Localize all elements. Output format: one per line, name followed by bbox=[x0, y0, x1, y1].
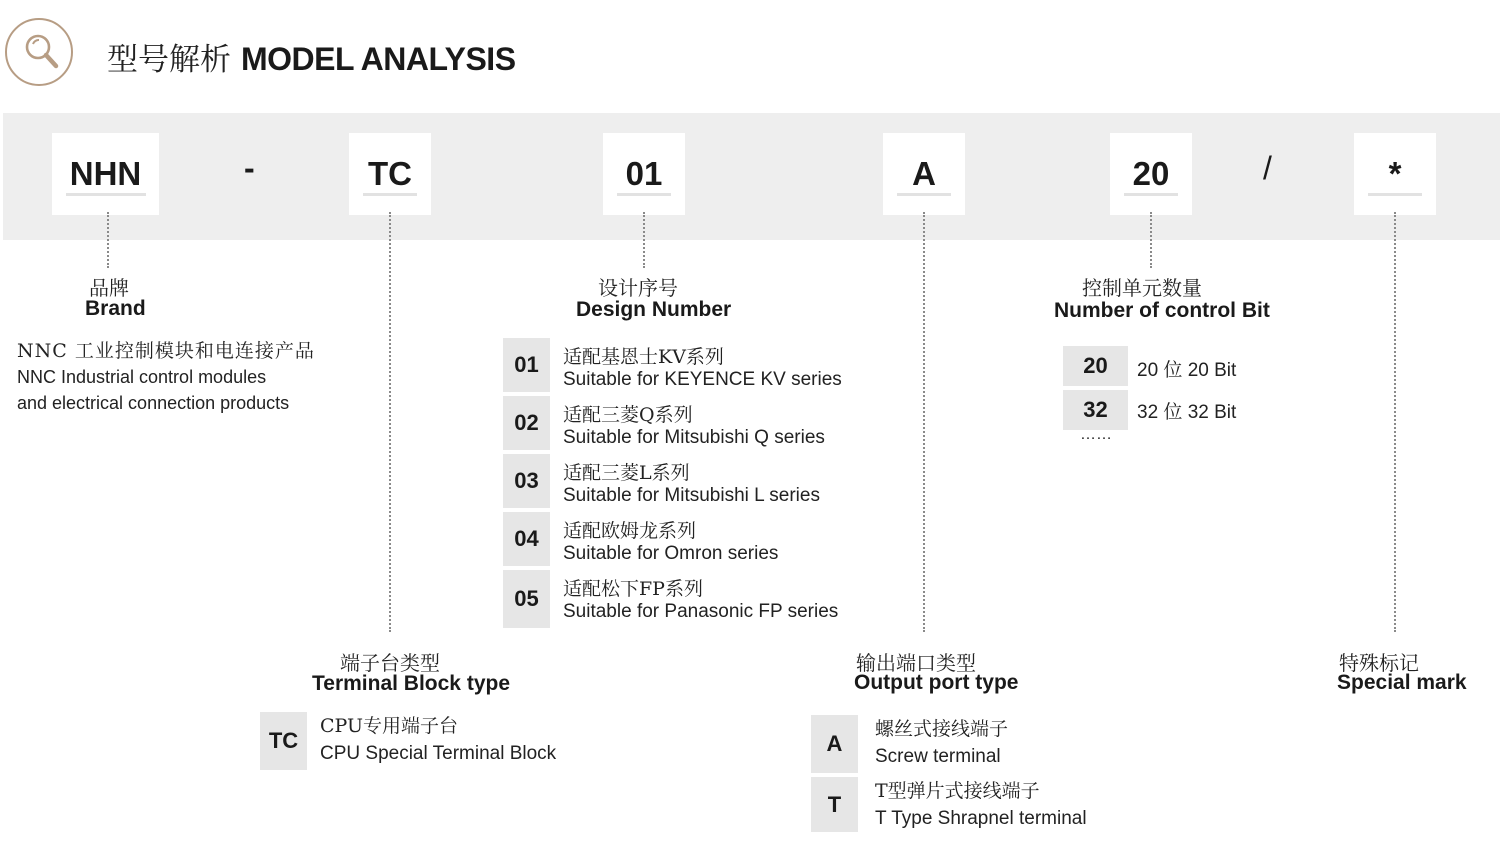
code-separator-dash: - bbox=[244, 150, 255, 186]
output-item-a-cn: 螺丝式接线端子 bbox=[875, 718, 1009, 740]
bits-more-ellipsis: …… bbox=[1080, 426, 1112, 443]
code-output-box bbox=[883, 133, 965, 215]
code-terminal: TC bbox=[368, 155, 412, 192]
design-item-05-cn: 适配松下FP系列 bbox=[563, 578, 703, 600]
magnifier-icon bbox=[7, 20, 71, 84]
design-item-05-en: Suitable for Panasonic FP series bbox=[563, 601, 839, 622]
design-item-02-cn: 适配三菱Q系列 bbox=[563, 404, 693, 426]
brand-connector bbox=[107, 212, 109, 268]
design-label-cn: 设计序号 bbox=[598, 276, 678, 300]
page-title-en: MODEL ANALYSIS bbox=[241, 41, 516, 77]
code-design: 01 bbox=[625, 155, 663, 192]
terminal-item-tc-cn: CPU专用端子台 bbox=[320, 715, 459, 737]
design-tag-01: 01 bbox=[503, 338, 550, 392]
design-tag-03: 03 bbox=[503, 454, 550, 508]
design-item-04-cn: 适配欧姆龙系列 bbox=[563, 520, 697, 542]
terminal-label-cn: 端子台类型 bbox=[340, 651, 440, 675]
bits-tag-20: 20 bbox=[1063, 346, 1128, 386]
design-tag-04: 04 bbox=[503, 512, 550, 566]
design-tag-05: 05 bbox=[503, 570, 550, 628]
terminal-item-tc bbox=[320, 712, 556, 768]
output-item-t-en: T Type Shrapnel terminal bbox=[875, 808, 1087, 829]
brand-label-cn: 品牌 bbox=[89, 276, 129, 300]
design-item-02-en: Suitable for Mitsubishi Q series bbox=[563, 427, 825, 448]
bits-label-cn: 控制单元数量 bbox=[1082, 276, 1202, 300]
terminal-tag-tc: TC bbox=[260, 712, 307, 770]
brand-desc-en1: NNC Industrial control modules bbox=[17, 367, 267, 387]
code-output: A bbox=[912, 155, 936, 192]
output-item-a-en: Screw terminal bbox=[875, 746, 1001, 767]
design-item-01 bbox=[563, 342, 842, 391]
design-item-04 bbox=[563, 516, 778, 565]
design-tag-02: 02 bbox=[503, 396, 550, 450]
design-connector bbox=[643, 212, 645, 268]
output-tag-a: A bbox=[811, 715, 858, 773]
page-title bbox=[107, 34, 516, 79]
output-label-en: Output port type bbox=[854, 671, 1019, 694]
output-tag-t: T bbox=[811, 777, 858, 832]
code-terminal-box bbox=[349, 133, 431, 215]
terminal-item-tc-en: CPU Special Terminal Block bbox=[320, 743, 557, 764]
code-special-box bbox=[1354, 133, 1436, 215]
design-label-en: Design Number bbox=[576, 298, 732, 321]
bits-tag-32: 32 bbox=[1063, 390, 1128, 430]
design-item-02 bbox=[563, 400, 825, 449]
brand-description bbox=[17, 338, 315, 416]
code-brand: NHN bbox=[69, 155, 142, 192]
code-special: * bbox=[1388, 155, 1402, 192]
special-connector bbox=[1394, 212, 1396, 632]
terminal-connector bbox=[389, 212, 391, 632]
design-item-05 bbox=[563, 574, 838, 623]
bits-connector bbox=[1150, 212, 1152, 268]
bits-label-en: Number of control Bit bbox=[1054, 299, 1270, 322]
output-connector bbox=[923, 212, 925, 632]
code-bits: 20 bbox=[1132, 155, 1170, 192]
code-brand-box bbox=[52, 133, 159, 215]
code-design-box bbox=[603, 133, 685, 215]
design-item-01-en: Suitable for KEYENCE KV series bbox=[563, 369, 842, 390]
brand-desc-en2: and electrical connection products bbox=[17, 393, 290, 413]
special-label-cn: 特殊标记 bbox=[1339, 651, 1419, 675]
brand-desc-cn: NNC 工业控制模块和电连接产品 bbox=[17, 340, 315, 362]
output-item-t-cn: T型弹片式接线端子 bbox=[875, 780, 1040, 802]
model-code-band bbox=[3, 113, 1500, 240]
design-item-04-en: Suitable for Omron series bbox=[563, 543, 779, 564]
search-badge bbox=[5, 18, 73, 86]
page-title-cn: 型号解析 bbox=[107, 42, 231, 78]
design-item-01-cn: 适配基恩士KV系列 bbox=[563, 346, 724, 368]
output-item-t bbox=[875, 778, 1087, 832]
code-separator-slash: / bbox=[1263, 150, 1272, 186]
design-item-03-cn: 适配三菱L系列 bbox=[563, 462, 690, 484]
output-item-a bbox=[875, 716, 1008, 770]
special-label-en: Special mark bbox=[1337, 671, 1467, 694]
terminal-label-en: Terminal Block type bbox=[312, 672, 511, 695]
output-label-cn: 输出端口类型 bbox=[856, 651, 976, 675]
code-bits-box bbox=[1110, 133, 1192, 215]
design-item-03-en: Suitable for Mitsubishi L series bbox=[563, 485, 820, 506]
design-item-03 bbox=[563, 458, 820, 507]
bits-item-32: 32 位 32 Bit bbox=[1137, 402, 1237, 423]
brand-label-en: Brand bbox=[85, 297, 146, 320]
bits-item-20: 20 位 20 Bit bbox=[1137, 360, 1237, 381]
